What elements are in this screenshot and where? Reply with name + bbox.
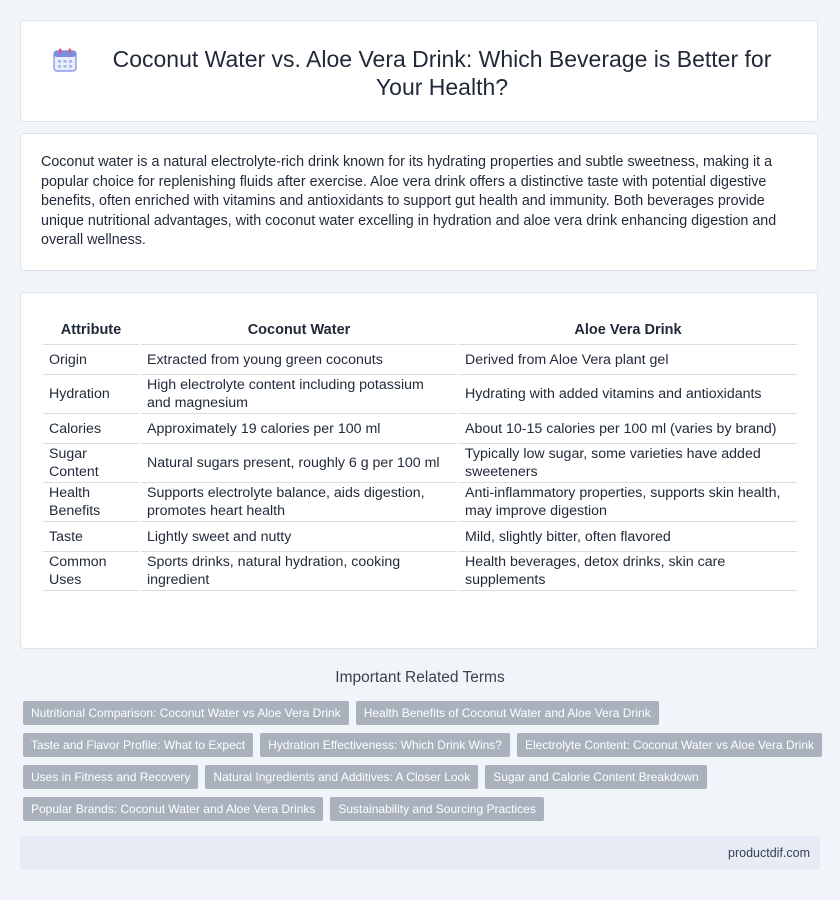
table-cell: Origin: [43, 345, 139, 375]
related-term-tag[interactable]: Taste and Flavor Profile: What to Expect: [23, 733, 253, 757]
related-terms-tags: [23, 701, 823, 821]
table-cell: High electrolyte content including potassium and magnesium: [141, 375, 457, 414]
related-terms-title: Important Related Terms: [335, 669, 505, 686]
comparison-table-card: [20, 292, 818, 649]
table-row: [43, 414, 797, 444]
table-cell: Sugar Content: [43, 444, 139, 483]
table-header-cell: Attribute: [43, 315, 139, 345]
table-row: [43, 345, 797, 375]
table-cell: Hydration: [43, 375, 139, 414]
related-term-tag[interactable]: Electrolyte Content: Coconut Water vs Aloe Vera Drink: [517, 733, 822, 757]
table-cell: Natural sugars present, roughly 6 g per 100 ml: [141, 444, 457, 483]
comparison-table: [41, 315, 799, 591]
table-row: [43, 522, 797, 552]
table-cell: Lightly sweet and nutty: [141, 522, 457, 552]
table-cell: Derived from Aloe Vera plant gel: [459, 345, 797, 375]
table-row: [43, 375, 797, 414]
table-cell: Hydrating with added vitamins and antioxidants: [459, 375, 797, 414]
related-term-tag[interactable]: Popular Brands: Coconut Water and Aloe Vera Drinks: [23, 797, 323, 821]
footer: [20, 836, 820, 870]
intro-paragraph: Coconut water is a natural electrolyte-rich drink known for its hydrating properties and subtle sweetness, making it a popular choice for replenishing fluids after exercise. Aloe vera drink offers a distinctive taste with potential digestive benefits, often enriched with vitamins and antioxidants to support gut health and immunity. Both beverages provide unique nutritional advantages, with coconut water excelling in hydration and aloe vera drink enhancing digestion and overall wellness.: [41, 154, 777, 249]
table-cell: Approximately 19 calories per 100 ml: [141, 414, 457, 444]
table-cell: Taste: [43, 522, 139, 552]
calendar-icon: [51, 46, 79, 74]
table-cell: Common Uses: [43, 552, 139, 591]
related-term-tag[interactable]: Sustainability and Sourcing Practices: [330, 797, 543, 821]
title-card: [20, 20, 818, 122]
table-header-row: [43, 315, 797, 345]
footer-site-link[interactable]: productdif.com: [728, 846, 810, 860]
table-cell: Typically low sugar, some varieties have added sweeteners: [459, 444, 797, 483]
table-cell: Anti-inflammatory properties, supports skin health, may improve digestion: [459, 483, 797, 522]
title-wrap: [21, 21, 817, 101]
table-cell: Health Benefits: [43, 483, 139, 522]
table-header-cell: Aloe Vera Drink: [459, 315, 797, 345]
related-term-tag[interactable]: Health Benefits of Coconut Water and Aloe Vera Drink: [356, 701, 659, 725]
table-row: [43, 483, 797, 522]
related-term-tag[interactable]: Nutritional Comparison: Coconut Water vs Aloe Vera Drink: [23, 701, 349, 725]
table-cell: Mild, slightly bitter, often flavored: [459, 522, 797, 552]
table-cell: Health beverages, detox drinks, skin care supplements: [459, 552, 797, 591]
table-cell: Calories: [43, 414, 139, 444]
intro-card: [20, 133, 818, 271]
related-term-tag[interactable]: Hydration Effectiveness: Which Drink Wins?: [260, 733, 510, 757]
table-header-cell: Coconut Water: [141, 315, 457, 345]
table-cell: Supports electrolyte balance, aids digestion, promotes heart health: [141, 483, 457, 522]
related-term-tag[interactable]: Uses in Fitness and Recovery: [23, 765, 198, 789]
page-title: Coconut Water vs. Aloe Vera Drink: Which Beverage is Better for Your Health?: [112, 46, 772, 100]
table-row: [43, 444, 797, 483]
related-term-tag[interactable]: Sugar and Calorie Content Breakdown: [485, 765, 706, 789]
table-cell: Extracted from young green coconuts: [141, 345, 457, 375]
table-cell: Sports drinks, natural hydration, cooking ingredient: [141, 552, 457, 591]
table-cell: About 10-15 calories per 100 ml (varies by brand): [459, 414, 797, 444]
related-term-tag[interactable]: Natural Ingredients and Additives: A Closer Look: [205, 765, 478, 789]
table-row: [43, 552, 797, 591]
